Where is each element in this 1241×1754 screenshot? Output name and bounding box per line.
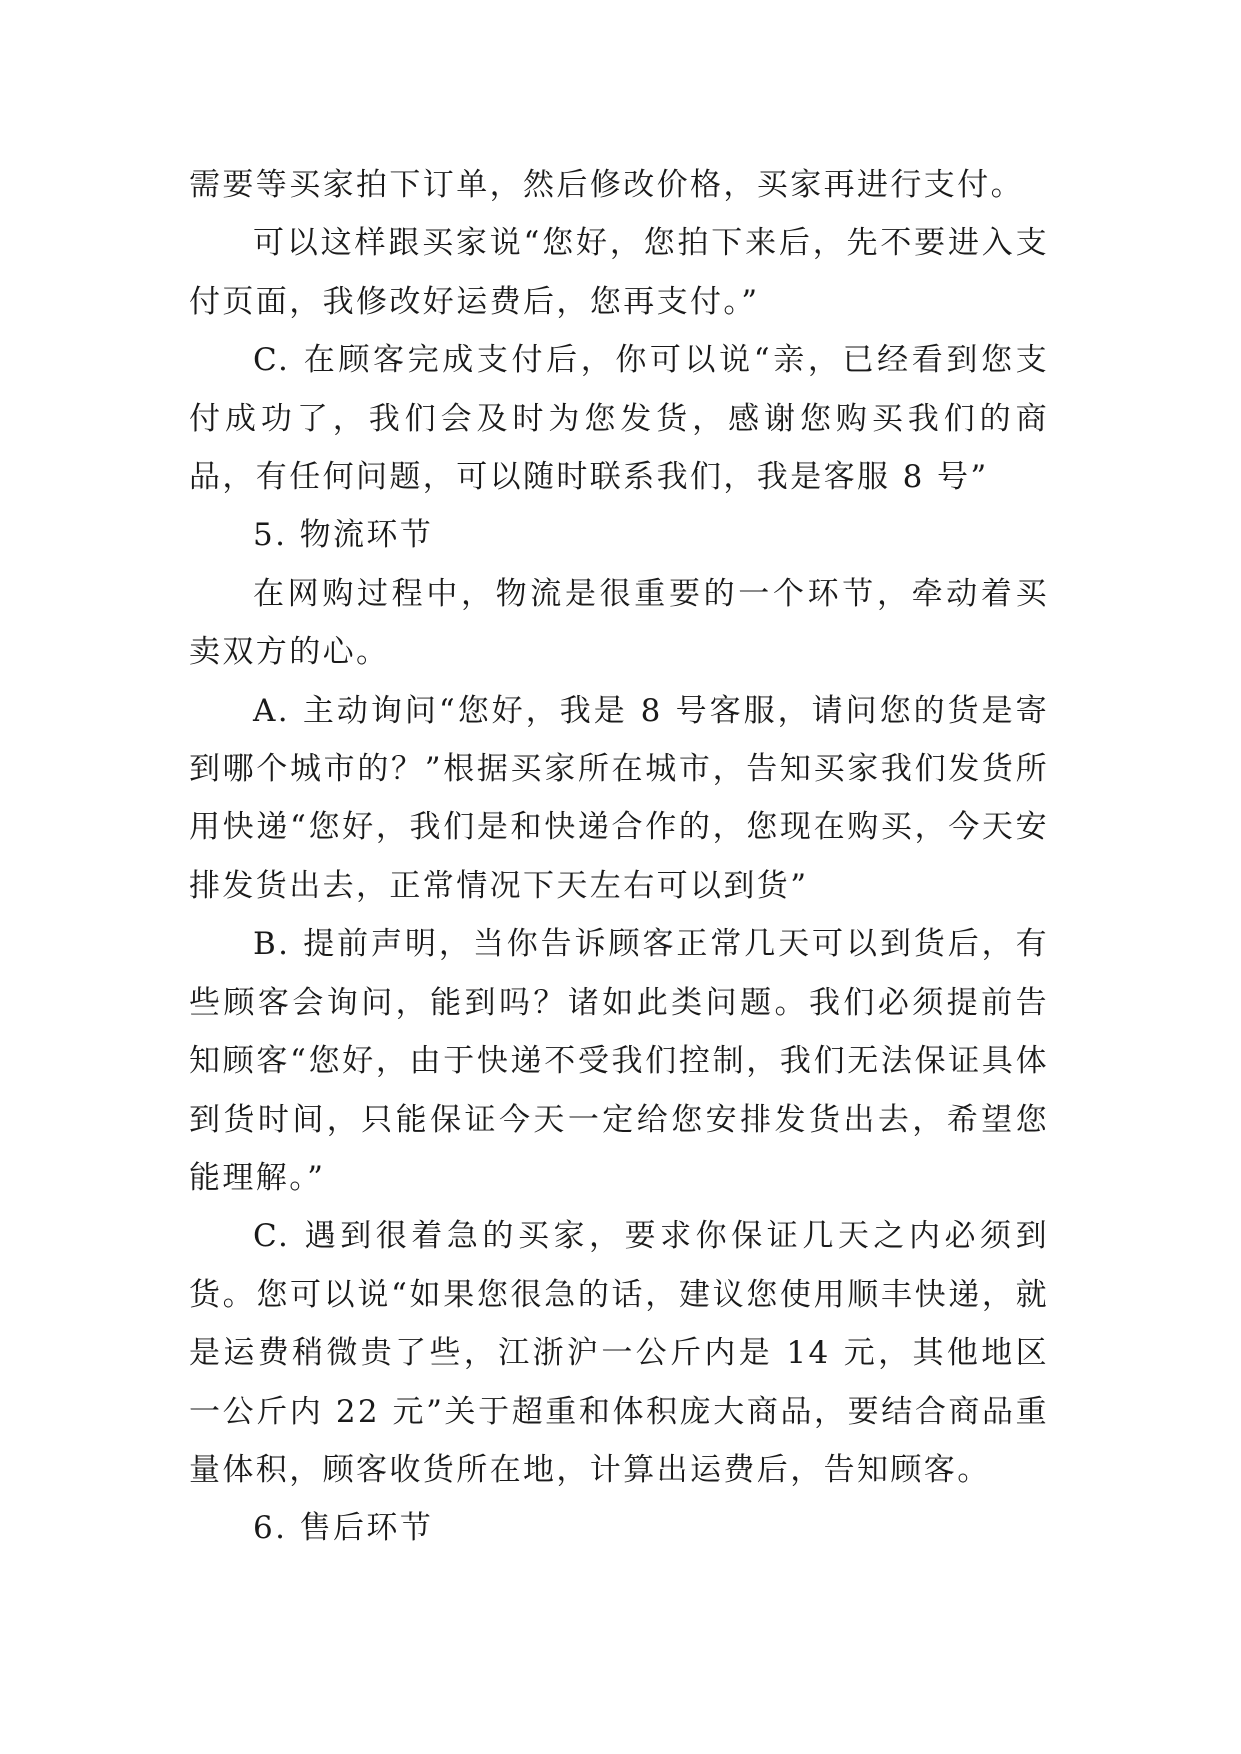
paragraph-payment-c: C. 在顾客完成支付后，你可以说“亲，已经看到您支付成功了，我们会及时为您发货，感谢您购买我们的商品，有任何问题，可以随时联系我们，我是客服 8 号” — [189, 342, 1049, 496]
section-heading-after-sales: 6. 售后环节 — [253, 1510, 434, 1547]
section-heading-logistics: 5. 物流环节 — [253, 517, 434, 554]
paragraph-logistics-b: B. 提前声明，当你告诉顾客正常几天可以到货后，有些顾客会询问，能到吗？诸如此类问题。我们必须提前告知顾客“您好，由于快递不受我们控制，我们无法保证具体到货时间，只能保证今天一定给您安排发货出去，希望您能理解。” — [189, 926, 1049, 1196]
paragraph-logistics-intro: 在网购过程中，物流是很重要的一个环节，牵动着买卖双方的心。 — [189, 575, 1049, 671]
paragraph-payment-continuation: 需要等买家拍下订单，然后修改价格，买家再进行支付。 — [189, 167, 1024, 203]
paragraph-logistics-c: C. 遇到很着急的买家，要求你保证几天之内必须到货。您可以说“如果您很急的话，建议您使用顺丰快递，就是运费稍微贵了些，江浙沪一公斤内是 14 元，其他地区一公斤内 22 元”关于超重和体积庞大商品，要结合商品重量体积，顾客收货所在地，计算出运费后，告知顾客。 — [189, 1218, 1049, 1488]
paragraph-logistics-a: A. 主动询问“您好，我是 8 号客服，请问您的货是寄到哪个城市的？”根据买家所在城市，告知买家我们发货所用快递“您好，我们是和快递合作的，您现在购买，今天安排发货出去，正常情况下天左右可以到货” — [189, 692, 1049, 904]
paragraph-payment-script: 可以这样跟买家说“您好，您拍下来后，先不要进入支付页面，我修改好运费后，您再支付。” — [189, 225, 1049, 320]
document-body — [189, 156, 1049, 1558]
